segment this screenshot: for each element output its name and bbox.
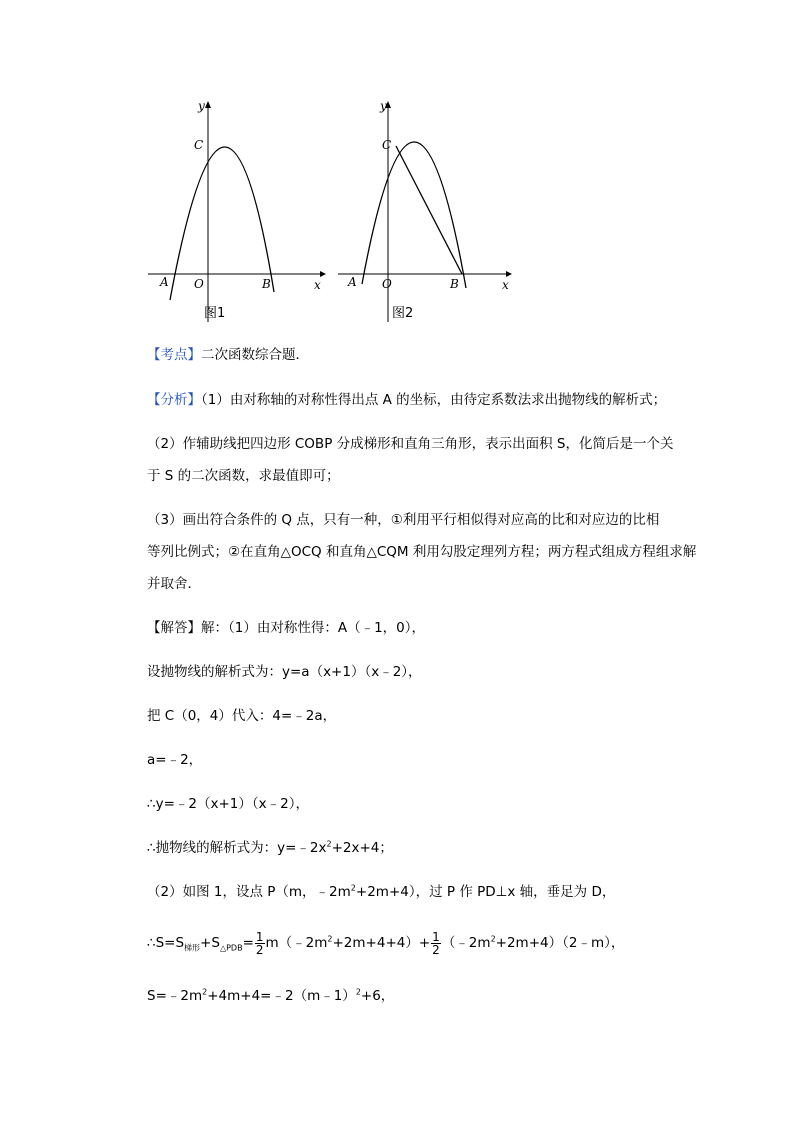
jieda-l9-sup1: 2: [202, 987, 208, 997]
fenxi-p3-line-2: [147, 542, 696, 562]
fenxi-p2-text-2: 于 S 的二次函数，求最值即可；: [147, 468, 340, 484]
fenxi-p3-line-1: [147, 510, 659, 530]
fenxi-p2-text-1: （2）作辅助线把四边形 COBP 分成梯形和直角三角形，表示出面积 S，化简后是一个关: [147, 436, 674, 452]
fraction-2-denominator: 2: [432, 942, 440, 957]
jieda-l5: ∴y=﹣2（x+1）（x﹣2），: [147, 796, 309, 812]
jieda-l4: a=﹣2，: [147, 752, 203, 768]
jieda-line-1: [147, 618, 425, 638]
fig2-label-y: y: [380, 99, 387, 113]
jieda-l6-sup: 2: [326, 839, 332, 849]
jieda-l7-a: （2）如图 1，设点 P（m，﹣2m: [147, 884, 351, 900]
jieda-l3: 把 C（0，4）代入：4=﹣2a，: [147, 708, 337, 724]
fig2-label-o: O: [382, 277, 392, 291]
fraction-1-denominator: 2: [255, 942, 264, 957]
jieda-l9-b: +4m+4=﹣2（m﹣1）: [207, 988, 356, 1004]
fig1-label-b: B: [262, 277, 271, 291]
fig2-label-x: x: [502, 278, 509, 292]
fraction-2-numerator: 1: [432, 929, 440, 944]
jieda-l8-sup1: 2: [327, 934, 333, 944]
jieda-l8-sup2: 2: [490, 934, 496, 944]
fenxi-p2-line-2: [147, 466, 340, 486]
jieda-l9-c: +6，: [360, 988, 395, 1004]
jieda-line-6: [147, 838, 393, 858]
fig2-segment-cb: [396, 146, 462, 274]
kaodian-tag: 【考点】: [147, 347, 201, 363]
jieda-l8-e: +2m+4+4）+: [332, 935, 431, 951]
jieda-line-2: [147, 662, 422, 682]
kaodian-line: [147, 345, 309, 365]
fraction-1-numerator: 1: [255, 929, 264, 944]
jieda-l8-c: =: [242, 935, 254, 951]
fig2-x-arrow: [506, 271, 512, 277]
jieda-tag: 【解答】: [147, 620, 201, 636]
jieda-line-9: [147, 986, 394, 1006]
kaodian-text: 二次函数综合题．: [201, 347, 309, 363]
figure-2-caption: 图2: [392, 306, 414, 321]
fenxi-p3-line-3: [147, 574, 201, 594]
figures-container: [138, 92, 528, 328]
jieda-l8-sub2: △PDB: [219, 943, 243, 953]
fenxi-p1: （1）由对称轴的对称性得出点 A 的坐标，由待定系数法求出抛物线的解析式；: [201, 392, 667, 408]
fenxi-tag: 【分析】: [147, 392, 201, 408]
figure-2-graph: [338, 92, 528, 328]
fraction-half-1: [255, 931, 265, 956]
jieda-line-3: [147, 706, 336, 726]
figure-1-caption: 图1: [204, 306, 226, 321]
fig1-label-x: x: [314, 278, 321, 292]
fig1-label-o: O: [194, 277, 204, 291]
fenxi-p3-text-2: 等列比例式；②在直角△OCQ 和直角△CQM 利用勾股定理列方程；两方程式组成方程组求解: [147, 544, 697, 560]
jieda-l9-a: S=﹣2m: [147, 988, 203, 1004]
jieda-l7-b: +2m+4），过 P 作 PD⊥x 轴，垂足为 D，: [355, 884, 616, 900]
fig2-label-c: C: [382, 138, 392, 152]
fig2-label-a: A: [348, 275, 357, 289]
jieda-line-5: [147, 794, 309, 814]
fig1-label-y: y: [198, 99, 205, 113]
jieda-line-4: [147, 750, 202, 770]
jieda-l8-b: +S: [200, 935, 220, 951]
fraction-half-2: [431, 931, 441, 956]
jieda-l6-b: +2x+4；: [331, 840, 393, 856]
jieda-l8-f: （﹣2m: [441, 935, 491, 951]
fenxi-p3-text-1: （3）画出符合条件的 Q 点，只有一种，①利用平行相似得对应高的比和对应边的比相: [147, 512, 660, 528]
fig1-x-arrow: [320, 271, 326, 277]
jieda-l9-sup2: 2: [355, 987, 361, 997]
jieda-l2: 设抛物线的解析式为：y=a（x+1）（x﹣2），: [147, 664, 422, 680]
jieda-line-7: [147, 882, 615, 902]
fig1-parabola: [170, 147, 274, 300]
jieda-l8-g: +2m+4）（2﹣m），: [495, 935, 625, 951]
fig1-y-arrow: [205, 101, 211, 108]
fenxi-line-1: [147, 390, 666, 410]
fenxi-p3-text-3: 并取舍．: [147, 576, 201, 592]
jieda-l1: 解：（1）由对称性得：A（﹣1，0），: [201, 620, 426, 636]
jieda-l6-a: ∴抛物线的解析式为：y=﹣2x: [147, 840, 327, 856]
fig1-label-c: C: [194, 138, 204, 152]
figure-1-graph: [138, 92, 328, 328]
jieda-l8-a: ∴S=S: [147, 935, 185, 951]
jieda-l7-sup: 2: [350, 883, 356, 893]
fig1-label-a: A: [160, 275, 169, 289]
fenxi-p2-line-1: [147, 434, 674, 454]
jieda-l8-sub1: 梯形: [184, 943, 201, 953]
jieda-l8-d: m（﹣2m: [265, 935, 328, 951]
fig2-parabola: [362, 142, 466, 288]
jieda-line-8: [147, 928, 624, 958]
fig2-label-b: B: [450, 277, 459, 291]
